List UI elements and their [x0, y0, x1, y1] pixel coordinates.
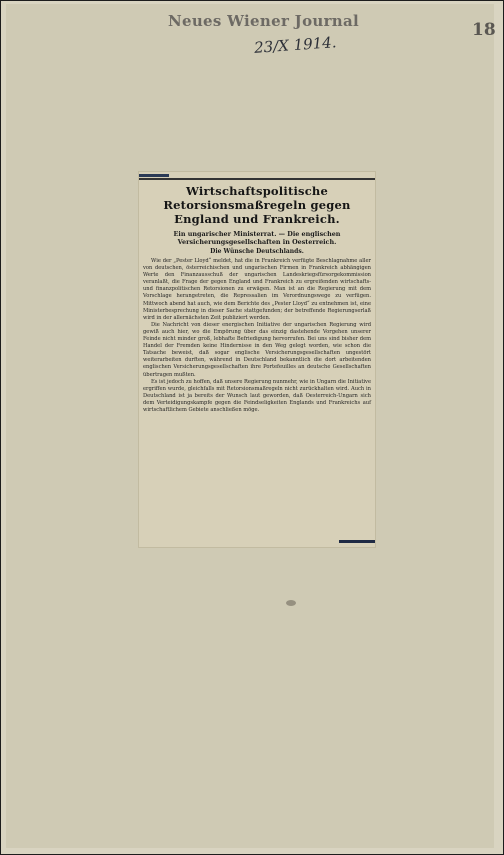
article-subhead-secondary: Die Wünsche Deutschlands. — [210, 248, 304, 255]
newspaper-clipping — [139, 172, 375, 547]
article-headline: Wirtschaftspolitische Retorsionsmaßregeln gegen England und Frankreich. — [163, 184, 351, 226]
handwritten-date: 23/X 1914. — [253, 33, 338, 57]
article-body — [143, 258, 371, 414]
clip-corner-mark — [139, 174, 169, 177]
clip-top-rule — [139, 178, 375, 180]
clip-bottom-mark — [339, 540, 375, 543]
article-subhead: Ein ungarischer Ministerrat. — Die englischen Versicherungsgesellschaften in Oesterreich. — [173, 230, 341, 247]
article-paragraph: Die Nachricht von dieser energischen Initiative der ungarischen Regierung wird gewiß auch hier, wo die Empörung über das einzig dastehende Vorgehen unserer Feinde nicht minder groß, lebhafte Befriedigung hervorrufen. Bei uns sind bisher dem Handel der Fremden keine Hindernisse in den Weg gelegt worden, wie schon die Tatsache beweist, daß sogar englische Versicherungsgesellschaften ungestört weiterarbeiten durften, während in Deutschland bekanntlich die dort arbeitenden englischen Versicherungsgesellschaften ihre Portefeuilles an deutsche Gesellschaften übertragen mußten. — [143, 321, 371, 378]
page-number: 18 — [472, 20, 496, 40]
article-paragraph: Wie der „Pester Lloyd“ meldet, hat die in Frankreich verfügte Beschlagnahme aller von deutschen, österreichischen und ungarischen Firmen in Frankreich abhängigen Werte den Finanzausschuß der ungarischen Landeskriegsfürsorgekommission veranlaßt, die Frage der gegen England und Frankreich zu ergreifenden wirtschafts- und finanzpolitischen Retorsionen zu erwägen. Man ist an die Regierung mit dem Vorschlage herangetreten, die Repressalien im Verordnungswege zu verfügen. Mittwoch abend hat auch, wie dem Berichte des „Pester Lloyd“ zu entnehmen ist, eine Ministerbesprechung in dieser Sache stattgefunden; der betreffende Regierungserlaß wird in der allernächsten Zeit publiziert werden. — [143, 258, 371, 321]
article-paragraph: Es ist jedoch zu hoffen, daß unsere Regierung nunmehr, wie in Ungarn die Initiative ergriffen wurde, gleichfalls mit Retorsionsmaßregeln nicht zurückhalten wird. Auch in Deutschland ist ja bereits der Wunsch laut geworden, daß Oesterreich-Ungarn sich dem Verteidigungskampfe gegen die Feindseligkeiten Englands und Frankreichs auf wirtschaftlichem Gebiete anschließen möge. — [143, 378, 371, 413]
source-stamp: Neues Wiener Journal — [168, 12, 360, 30]
archive-sheet — [6, 4, 494, 848]
paper-stain — [286, 600, 296, 606]
